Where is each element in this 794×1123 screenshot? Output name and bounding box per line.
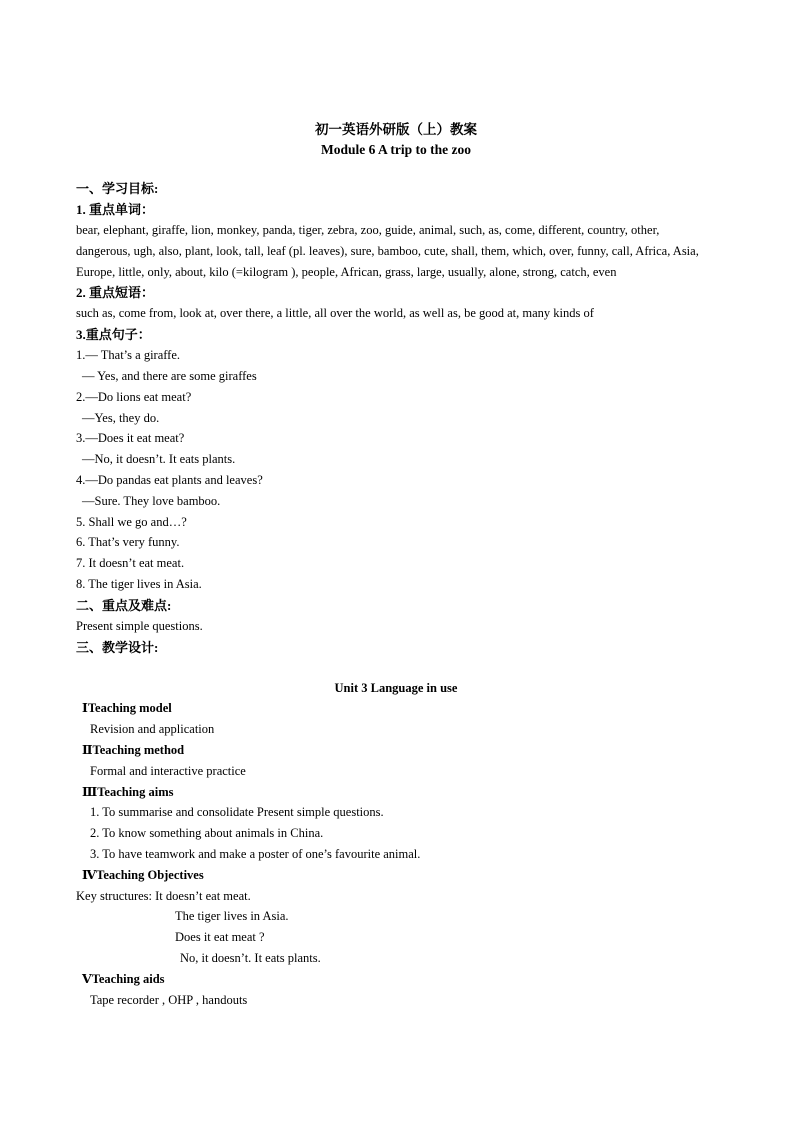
document-content [76,120,716,1010]
teaching-aids-heading: ⅤTeaching aids [82,971,165,986]
objectives-heading: 一、学习目标: [76,181,159,196]
structure-item: No, it doesn’t. It eats plants. [180,950,321,965]
teaching-design-heading: 三、教学设计: [76,639,159,655]
sentence-item: 2.—Do lions eat meat? [76,389,192,404]
structure-item: Does it eat meat ? [175,930,265,945]
teaching-aim-item: 3. To have teamwork and make a poster of one’s favourite animal. [90,846,421,861]
sentence-item: 7. It doesn’t eat meat. [76,556,185,571]
key-phrases-heading: 2. 重点短语： [76,285,155,301]
unit-title: Unit 3 Language in use [334,680,458,695]
teaching-aims-heading: ⅢTeaching aims [82,784,174,799]
key-points-text: Present simple questions. [76,618,203,633]
sentence-item: 5. Shall we go and…? [76,514,187,529]
sentence-item: —No, it doesn’t. It eats plants. [82,452,236,467]
teaching-aim-item: 2. To know something about animals in China. [90,826,324,841]
key-structures-label: Key structures: It doesn’t eat meat. [76,888,251,903]
key-phrases-text: such as, come from, look at, over there, a little, all over the world, as well as, be good at, many kinds of [76,306,594,321]
key-points-heading: 二、重点及难点: [76,597,172,613]
sentence-item: 4.—Do pandas eat plants and leaves? [76,472,263,487]
sentence-item: —Sure. They love bamboo. [82,493,221,508]
teaching-model-text: Revision and application [90,722,215,737]
teaching-aids-text: Tape recorder , OHP , handouts [90,992,248,1007]
sentence-item: 6. That’s very funny. [76,535,180,550]
sentence-item: 3.—Does it eat meat? [76,431,185,446]
key-words-heading: 1. 重点单词： [76,202,155,217]
sentence-item: — Yes, and there are some giraffes [82,368,257,383]
key-words-text: bear, elephant, giraffe, lion, monkey, panda, tiger, zebra, zoo, guide, animal, such, as, come, different, country, other, dangerous, ugh, also, plant, look, tall, leaf (pl. leaves), sure, bamboo, cute, shall, them, which, over, funny, call, Africa, Asia, Europe, little, only, about, kilo (=kilogram ), people, African, grass, large, usually, alone, strong, catch, even [76,223,699,279]
sentence-item: 8. The tiger lives in Asia. [76,576,202,591]
key-sentences-heading: 3.重点句子： [76,327,151,343]
teaching-method-heading: ⅡTeaching method [82,742,185,757]
teaching-method-text: Formal and interactive practice [90,763,246,778]
structure-item: The tiger lives in Asia. [175,909,289,924]
document-title-en: Module 6 A trip to the zoo [321,142,471,157]
teaching-model-heading: ⅠTeaching model [82,701,172,716]
sentence-item: —Yes, they do. [82,410,160,425]
document-title-cn: 初一英语外研版（上）教案 [315,122,477,137]
sentence-item: 1.— That’s a giraffe. [76,348,181,363]
teaching-aim-item: 1. To summarise and consolidate Present simple questions. [90,805,384,820]
teaching-objectives-heading: ⅣTeaching Objectives [82,867,204,882]
